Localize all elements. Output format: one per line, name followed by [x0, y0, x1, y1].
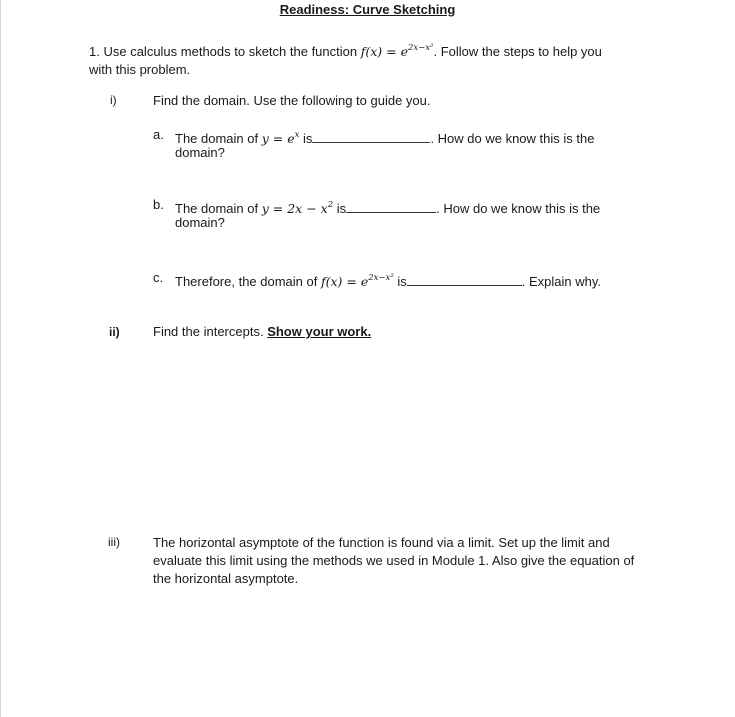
- part-i-b-line2: domain?: [175, 215, 225, 230]
- question-number: 1.: [89, 44, 100, 59]
- part-ii-line: [153, 323, 371, 341]
- part-i-b-line1: The domain of $y = 2x - x^2$ is . How do we know this is the: [175, 200, 601, 216]
- part-i-c-line1: Therefore, the domain of $f(x) = e^{2x-x^2}$ is . Explain why.: [175, 273, 602, 289]
- answer-blank-c[interactable]: [407, 274, 522, 286]
- part-i-c-marker: c.: [153, 270, 164, 285]
- page-border: [0, 0, 1, 717]
- part-ii-label: ii): [109, 325, 120, 339]
- function-expression: $f(x) = e^{2x-x^2}$: [360, 43, 434, 59]
- question-1: [89, 39, 649, 79]
- page-title: Readiness: Curve Sketching: [279, 2, 456, 17]
- part-i-a-line2: domain?: [175, 145, 225, 160]
- part-ii-emphasis: Show your work.: [267, 324, 372, 339]
- part-iii-label: iii): [108, 535, 120, 549]
- part-ii-text: Find the intercepts.: [153, 324, 264, 339]
- part-i-label: i): [110, 93, 117, 107]
- part-i-b-math: $y = 2x - x^2$: [261, 200, 334, 216]
- answer-blank-a[interactable]: [312, 131, 430, 143]
- part-i-a-math: $y = e^x$: [261, 130, 300, 146]
- question-text-line2: with this problem.: [89, 62, 191, 77]
- part-i-text: Find the domain. Use the following to guide you.: [153, 93, 431, 108]
- part-i-c-math: $f(x) = e^{2x-x^2}$: [320, 273, 394, 289]
- part-i-a-marker: a.: [153, 127, 164, 142]
- part-iii-text: The horizontal asymptote of the function is found via a limit. Set up the limit and evaluate this limit using the methods we used in Module 1. Also give the equation of the horizontal asymptote.: [153, 535, 635, 586]
- question-text-after: . Follow the steps to help you: [433, 44, 602, 59]
- part-i-a-line1: The domain of $y = e^x$ is . How do we know this is the: [175, 130, 595, 146]
- part-i-b-marker: b.: [153, 197, 164, 212]
- answer-blank-b[interactable]: [346, 201, 436, 213]
- question-text-before: Use calculus methods to sketch the function: [103, 44, 358, 59]
